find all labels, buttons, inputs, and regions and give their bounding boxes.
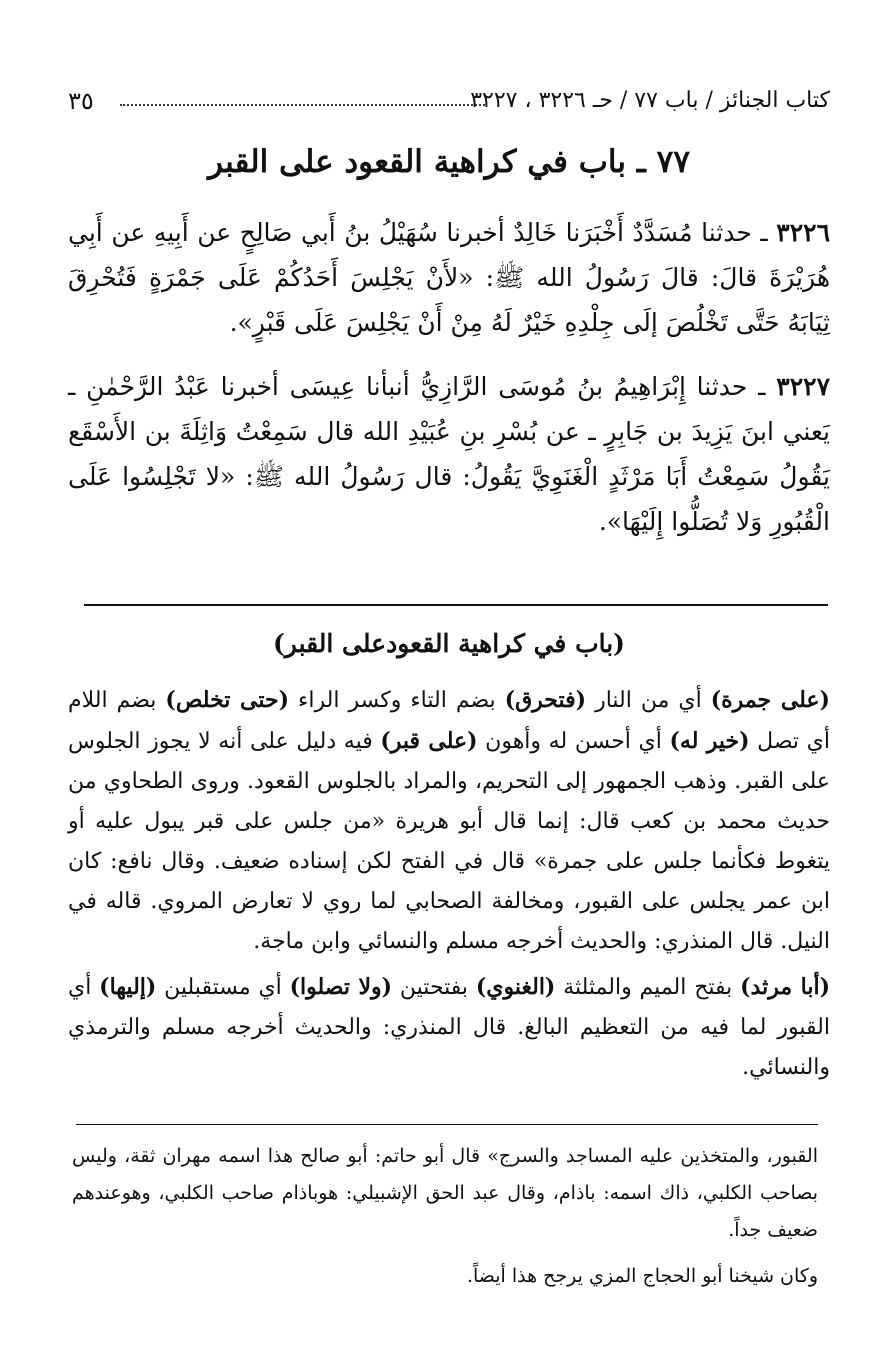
commentary-text: أي القبور لما فيه من التعظيم البالغ. قال المنذري: والحديث أخرجه مسلم والترمذي والنسائي. [68,975,830,1080]
commentary-term: (فتحرق) [504,687,587,713]
chapter-dash: ـ [626,144,657,180]
page-header [68,84,830,118]
commentary-term: (الغنوي) [475,974,556,1000]
commentary-term: (خير له) [669,728,750,754]
chapter-bab: باب [578,144,626,180]
footnote-1: القبور، والمتخذين عليه المساجد والسرج» قال أبو حاتم: أبو صالح هذا اسمه مهران ثقة، وليس بصاحب الكلبي، ذاك اسمه: باذام، وقال عبد الحق الإشبيلي: هوباذام صاحب الكلبي، وهوعندهم ضعيف جداً. [72,1145,818,1241]
commentary-text: بضم اللام أي تصل [68,688,830,754]
commentary-term: (حتى تخلص) [165,687,290,713]
chapter-title-text: في كراهية القعود على القبر [208,144,579,180]
separator-rule [84,604,828,606]
running-title: كتاب الجنائز / باب ٧٧ / حـ ٣٢٢٦ ، ٣٢٢٧ [470,88,830,113]
hadith-text: ـ حدثنا إِبْرَاهِيمُ بنُ مُوسَى الرَّازِيُّ أنبأنا عِيسَى أخبرنا عَبْدُ الرَّحْمٰنِ ـ يَعني ابنَ يَزِيدَ بن جَابِرٍ ـ عن بُسْرِ بنِ عُبَيْدِ الله قال سَمِعْتُ وَاثِلَةَ بن الأَسْقَع يَقُولُ سَمِعْتُ أَبَا مَرْثَدٍ الْغَنَوِيَّ يَقُولُ: قال رَسُولُ الله ﷺ: «لا تَجْلِسُوا عَلَى الْقُبُورِ وَلا تُصَلُّوا إِلَيْهَا». [68,372,830,536]
chapter-heading [68,140,830,184]
footnote-2: وكان شيخنا أبو الحجاج المزي يرجح هذا أيضاً. [466,1265,818,1287]
commentary-term: (أبا مرثد) [740,974,830,1000]
commentary-paragraph-2 [68,967,830,1088]
chapter-number: ٧٧ [656,144,690,180]
commentary-text: بفتح الميم والمثلثة [555,975,741,1000]
hadith-text: ـ حدثنا مُسَدَّدٌ أَخْبَرَنا خَالِدٌ أخبرنا سُهَيْلُ بنُ أَبي صَالِحٍ عن أَبِيهِ عن أَبِي هُرَيْرَةَ قالَ: قالَ رَسُولُ الله ﷺ: «لأَنْ يَجْلِسَ أَحَدُكُمْ عَلَى جَمْرَةٍ فَتُحْرِقَ ثِيَابَهُ حَتَّى تَخْلُصَ إلَى جِلْدِهِ خَيْرٌ لَهُ مِنْ أَنْ يَجْلِسَ عَلَى قَبْرٍ». [68,218,830,337]
commentary-text: أي من النار [586,688,711,713]
commentary-text: أي مستقبلين [156,975,290,1000]
commentary-title: (باب في كراهية القعودعلى القبر) [272,629,626,658]
commentary-term: (على جمرة) [710,687,830,713]
page-number: ٣٥ [68,87,94,115]
commentary-text: بفتحتين [392,975,476,1000]
commentary-paragraph-1 [68,680,830,962]
dotted-leader [120,104,485,106]
commentary-term: (ولا تصلوا) [289,974,393,1000]
footnote-rule [76,1124,818,1125]
hadith-number: ٣٢٢٧ [776,372,830,401]
hadith-3226 [68,210,830,345]
commentary-term: (على قبر) [380,728,478,754]
commentary-term: (إليها) [99,974,157,1000]
hadith-3227 [68,364,830,544]
hadith-number: ٣٢٢٦ [776,218,830,247]
commentary-text: بضم التاء وكسر الراء [289,688,505,713]
commentary-text: أي أحسن له وأهون [477,729,670,754]
commentary-text: فيه دليل على أنه لا يجوز الجلوس على القبر. وذهب الجمهور إلى التحريم، والمراد بالجلوس القعود. وروى الطحاوي من حديث محمد بن كعب قال: إنما قال أبو هريرة «من جلس على قبر يبول عليه أو يتغوط فكأنما جلس على جمرة» قال في الفتح لكن إسناده ضعيف. وقال نافع: كان ابن عمر يجلس على القبور، ومخالفة الصحابي لما روي لا تعارض المروي. قاله في النيل. قال المنذري: والحديث أخرجه مسلم والنسائي وابن ماجة. [68,729,830,954]
